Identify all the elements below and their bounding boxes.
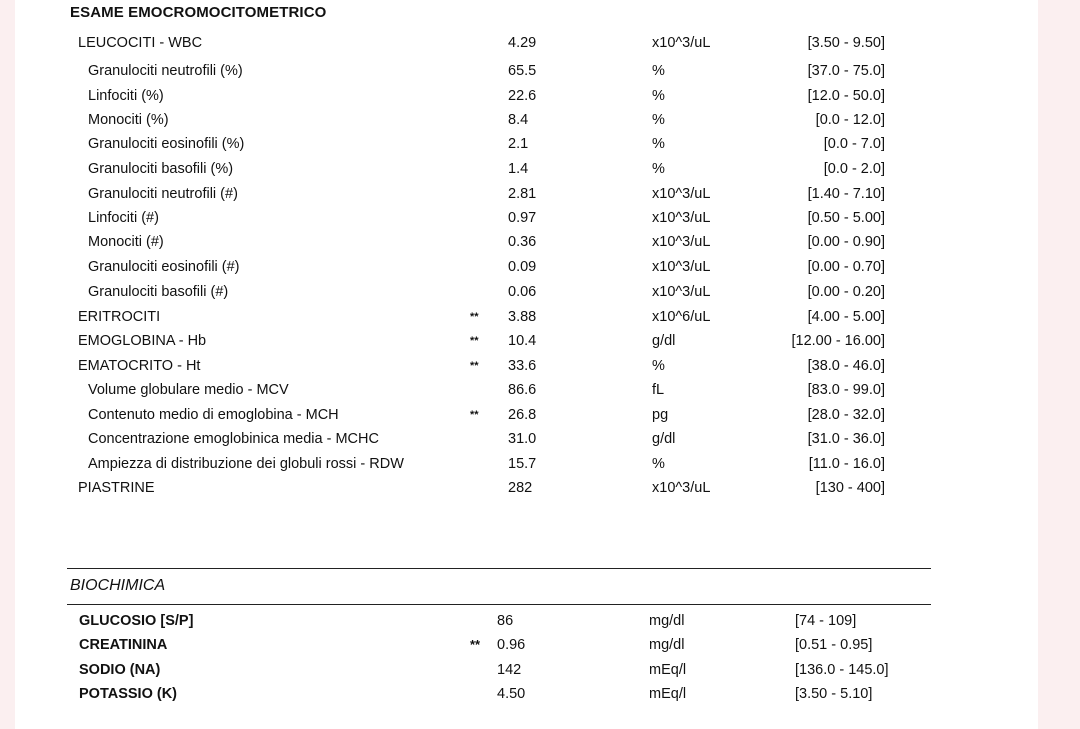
test-unit: fL <box>652 382 665 398</box>
test-unit: % <box>652 88 665 104</box>
table-row <box>15 110 1038 130</box>
test-value: 2.1 <box>508 136 529 152</box>
test-name: Granulociti neutrofili (%) <box>88 63 243 79</box>
test-unit: % <box>652 136 665 152</box>
test-value: 2.81 <box>508 186 537 202</box>
test-name: SODIO (NA) <box>79 662 161 678</box>
test-name: Monociti (%) <box>88 112 169 128</box>
test-name: CREATININA <box>79 637 168 653</box>
reference-range: [0.00 - 0.20] <box>807 284 885 300</box>
table-row <box>15 405 1038 425</box>
table-row <box>15 257 1038 277</box>
test-value: 86 <box>497 613 514 629</box>
test-value: 65.5 <box>508 63 537 79</box>
table-row <box>15 429 1038 449</box>
test-name: Contenuto medio di emoglobina - MCH <box>88 407 339 423</box>
report-page <box>15 0 1038 729</box>
reference-range: [12.00 - 16.00] <box>791 333 885 349</box>
test-unit: mEq/l <box>649 686 687 702</box>
table-row <box>15 33 1038 53</box>
test-name: Linfociti (%) <box>88 88 164 104</box>
test-value: 1.4 <box>508 161 529 177</box>
test-value: 31.0 <box>508 431 537 447</box>
abnormal-flag: ** <box>470 360 479 372</box>
table-row <box>15 611 1038 631</box>
test-value: 22.6 <box>508 88 537 104</box>
hemo-section-title: ESAME EMOCROMOCITOMETRICO <box>70 4 327 21</box>
test-unit: mg/dl <box>649 637 685 653</box>
abnormal-flag: ** <box>470 409 479 421</box>
reference-range: [136.0 - 145.0] <box>795 662 889 678</box>
test-unit: g/dl <box>652 431 676 447</box>
test-value: 10.4 <box>508 333 537 349</box>
table-row <box>15 478 1038 498</box>
reference-range: [28.0 - 32.0] <box>807 407 885 423</box>
reference-range: [0.0 - 2.0] <box>823 161 885 177</box>
test-value: 282 <box>508 480 533 496</box>
test-unit: x10^6/uL <box>652 309 711 325</box>
reference-range: [3.50 - 9.50] <box>807 35 885 51</box>
reference-range: [37.0 - 75.0] <box>807 63 885 79</box>
bio-section-title: BIOCHIMICA <box>70 577 166 594</box>
test-name: POTASSIO (K) <box>79 686 178 702</box>
test-value: 0.97 <box>508 210 537 226</box>
abnormal-flag: ** <box>470 311 479 323</box>
test-value: 8.4 <box>508 112 529 128</box>
table-row <box>15 660 1038 680</box>
table-row <box>15 331 1038 351</box>
reference-range: [11.0 - 16.0] <box>808 456 885 472</box>
test-unit: x10^3/uL <box>652 35 711 51</box>
test-name: Granulociti basofili (%) <box>88 161 234 177</box>
reference-range: [1.40 - 7.10] <box>807 186 885 202</box>
reference-range: [12.0 - 50.0] <box>807 88 885 104</box>
test-unit: x10^3/uL <box>652 234 711 250</box>
test-value: 0.36 <box>508 234 537 250</box>
abnormal-flag: ** <box>470 335 479 347</box>
test-unit: % <box>652 456 665 472</box>
test-name: LEUCOCITI - WBC <box>78 35 203 51</box>
test-unit: x10^3/uL <box>652 210 711 226</box>
table-row <box>15 282 1038 302</box>
table-row <box>15 356 1038 376</box>
table-row <box>15 208 1038 228</box>
test-name: EMATOCRITO - Ht <box>78 358 201 374</box>
test-unit: x10^3/uL <box>652 186 711 202</box>
test-unit: % <box>652 112 665 128</box>
test-name: Granulociti eosinofili (#) <box>88 259 240 275</box>
table-row <box>15 380 1038 400</box>
test-value: 33.6 <box>508 358 537 374</box>
test-name: Granulociti neutrofili (#) <box>88 186 238 202</box>
test-name: PIASTRINE <box>78 480 155 496</box>
test-unit: % <box>652 358 665 374</box>
test-unit: pg <box>652 407 669 423</box>
test-unit: % <box>652 161 665 177</box>
table-row <box>15 307 1038 327</box>
reference-range: [0.00 - 0.70] <box>807 259 885 275</box>
test-unit: x10^3/uL <box>652 284 711 300</box>
test-value: 0.06 <box>508 284 537 300</box>
reference-range: [0.0 - 12.0] <box>815 112 885 128</box>
test-value: 0.96 <box>497 637 526 653</box>
test-value: 4.29 <box>508 35 537 51</box>
table-row <box>15 684 1038 704</box>
table-row <box>15 61 1038 81</box>
test-value: 4.50 <box>497 686 526 702</box>
table-row <box>15 159 1038 179</box>
test-name: Linfociti (#) <box>88 210 159 226</box>
reference-range: [83.0 - 99.0] <box>807 382 885 398</box>
table-row <box>15 86 1038 106</box>
test-value: 3.88 <box>508 309 537 325</box>
reference-range: [130 - 400] <box>815 480 885 496</box>
reference-range: [3.50 - 5.10] <box>795 686 873 702</box>
reference-range: [0.51 - 0.95] <box>795 637 873 653</box>
test-unit: g/dl <box>652 333 676 349</box>
test-name: Ampiezza di distribuzione dei globuli rossi - RDW <box>88 456 404 472</box>
test-unit: x10^3/uL <box>652 480 711 496</box>
test-unit: mg/dl <box>649 613 685 629</box>
table-row <box>15 184 1038 204</box>
reference-range: [0.0 - 7.0] <box>823 136 885 152</box>
test-name: EMOGLOBINA - Hb <box>78 333 207 349</box>
abnormal-flag: ** <box>470 637 481 652</box>
table-row <box>15 134 1038 154</box>
test-name: Monociti (#) <box>88 234 164 250</box>
test-unit: mEq/l <box>649 662 687 678</box>
table-row <box>15 232 1038 252</box>
reference-range: [0.50 - 5.00] <box>807 210 885 226</box>
reference-range: [74 - 109] <box>795 613 857 629</box>
test-name: GLUCOSIO [S/P] <box>79 613 194 629</box>
table-row <box>15 454 1038 474</box>
test-name: Granulociti basofili (#) <box>88 284 229 300</box>
table-row <box>15 635 1038 655</box>
reference-range: [0.00 - 0.90] <box>807 234 885 250</box>
bio-header-divider <box>67 604 931 605</box>
test-name: Concentrazione emoglobinica media - MCHC <box>88 431 379 447</box>
test-name: ERITROCITI <box>78 309 161 325</box>
reference-range: [31.0 - 36.0] <box>807 431 885 447</box>
reference-range: [38.0 - 46.0] <box>807 358 885 374</box>
test-value: 86.6 <box>508 382 537 398</box>
test-value: 26.8 <box>508 407 537 423</box>
test-value: 15.7 <box>508 456 537 472</box>
test-unit: x10^3/uL <box>652 259 711 275</box>
test-value: 142 <box>497 662 522 678</box>
test-name: Volume globulare medio - MCV <box>88 382 289 398</box>
reference-range: [4.00 - 5.00] <box>807 309 885 325</box>
bio-top-divider <box>67 568 931 569</box>
test-name: Granulociti eosinofili (%) <box>88 136 245 152</box>
test-unit: % <box>652 63 665 79</box>
test-value: 0.09 <box>508 259 537 275</box>
